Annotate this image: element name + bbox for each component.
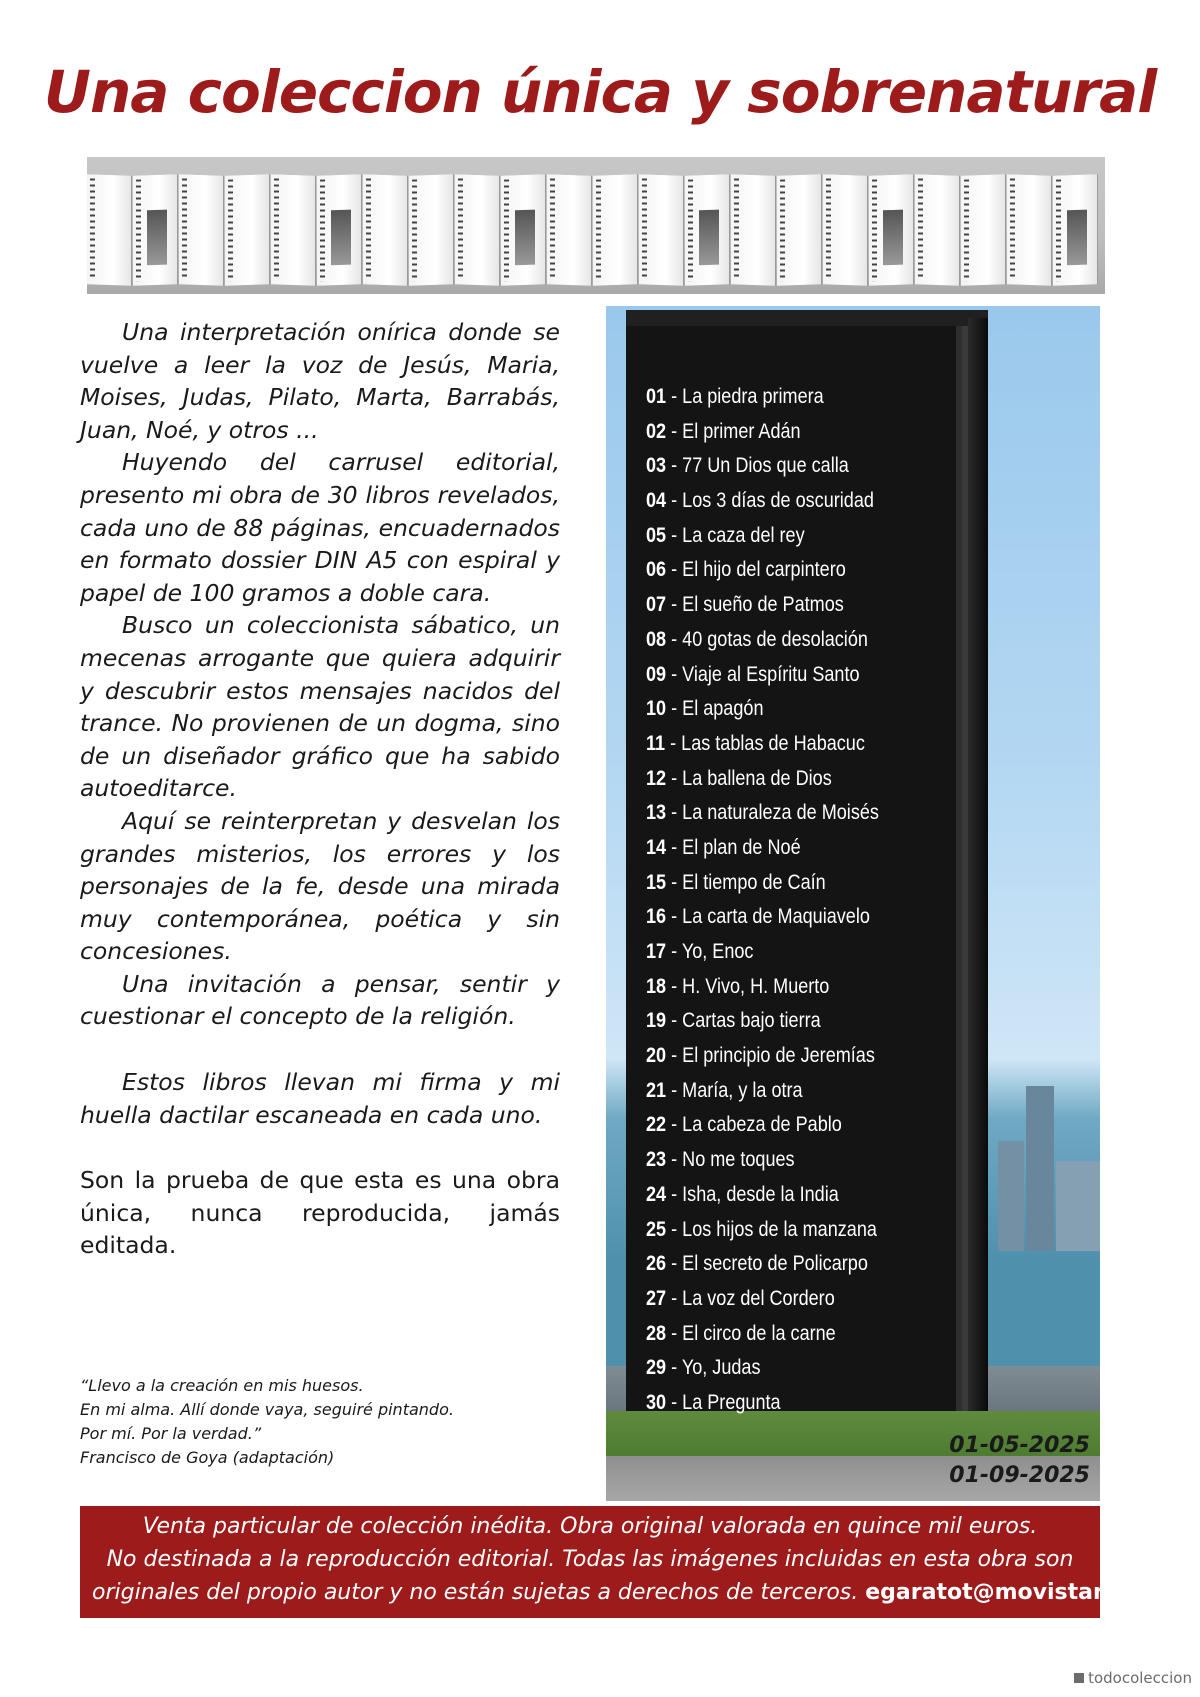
book-list-item <box>646 1143 913 1178</box>
book-list-item <box>646 1317 913 1352</box>
book-spine <box>731 174 775 286</box>
book-list-item <box>646 658 913 693</box>
paragraph: Huyendo del carrusel editorial, presento mi obra de 30 libros revelados, cada uno de 88 páginas, encuadernados en formato dossier DIN A5 con espiral y papel de 100 gramos a doble cara. <box>80 448 560 607</box>
book-title: El circo de la carne <box>682 1321 836 1345</box>
book-number: 28 <box>646 1321 667 1345</box>
book-separator: - <box>666 593 683 617</box>
book-separator: - <box>665 731 682 755</box>
book-spine <box>409 174 453 286</box>
book-number: 18 <box>646 974 667 998</box>
book-separator: - <box>666 1252 683 1276</box>
book-list-item <box>646 900 913 935</box>
book-separator: - <box>666 1009 683 1033</box>
banner-line: Venta particular de colección inédita. Obra original valorada en quince mil euros. <box>142 1514 1038 1539</box>
book-cover-art <box>1067 210 1087 266</box>
book-title: El tiempo de Caín <box>682 870 826 894</box>
book-spine <box>271 174 315 286</box>
book-spine <box>639 174 683 286</box>
paragraph: Aquí se reinterpretan y desvelan los grandes misterios, los errores y los personajes de la fe, desde una mirada muy contemporánea, poética y sin concesiones. <box>80 806 560 966</box>
book-spine <box>363 174 407 286</box>
book-separator: - <box>666 1044 683 1068</box>
book-title: 40 gotas de desolación <box>682 627 868 651</box>
goya-quote <box>80 1374 560 1470</box>
dates <box>949 1431 1090 1491</box>
quote-author: Francisco de Goya (adaptación) <box>80 1448 335 1467</box>
book-spine <box>547 174 591 286</box>
book-separator: - <box>666 974 683 998</box>
book-list-item <box>646 588 913 623</box>
book-spine <box>823 174 867 286</box>
paragraph: Una interpretación onírica donde se vuelve a leer la voz de Jesús, Maria, Moises, Judas, Pilato, Marta, Barrabás, Juan, Noé, y otros ... <box>80 318 560 444</box>
book-title: Viaje al Espíritu Santo <box>682 662 860 686</box>
book-list-item <box>646 1351 913 1386</box>
book-list-item <box>646 484 913 519</box>
book-title: Las tablas de Habacuc <box>681 731 865 755</box>
books-photo-strip <box>87 157 1105 294</box>
book-title: La cabeza de Pablo <box>682 1113 842 1137</box>
book-separator: - <box>666 905 683 929</box>
book-separator: - <box>666 489 683 513</box>
book-list-item <box>646 831 913 866</box>
book-separator: - <box>666 697 683 721</box>
book-cover-art <box>883 210 903 266</box>
monolith-side <box>968 318 988 1411</box>
book-number: 01 <box>646 385 667 408</box>
book-number: 03 <box>646 454 667 478</box>
book-spine <box>869 174 913 286</box>
watermark-text: todocoleccion <box>1088 1669 1192 1687</box>
book-number: 27 <box>646 1286 667 1310</box>
book-separator: - <box>666 1217 683 1241</box>
book-title: La caza del rey <box>682 523 805 547</box>
book-separator: - <box>666 1390 683 1414</box>
book-list-item <box>646 1386 913 1421</box>
book-separator: - <box>666 627 683 651</box>
book-cover-art <box>331 210 351 266</box>
book-separator: - <box>666 1148 683 1172</box>
book-spine <box>179 174 223 286</box>
book-number: 16 <box>646 905 667 929</box>
book-list-item <box>646 1178 913 1213</box>
book-list-item <box>646 970 913 1005</box>
book-spine <box>317 174 361 286</box>
book-number: 22 <box>646 1113 667 1137</box>
book-title: Los hijos de la manzana <box>682 1217 877 1241</box>
book-separator: - <box>666 1356 682 1380</box>
sale-banner <box>80 1506 1138 1618</box>
book-separator: - <box>666 385 683 408</box>
book-list-item <box>646 449 913 484</box>
book-number: 09 <box>646 662 667 686</box>
book-list-item <box>646 623 913 658</box>
book-title: No me toques <box>682 1148 795 1172</box>
book-title: El plan de Noé <box>682 835 801 859</box>
book-number: 06 <box>646 558 667 582</box>
book-title: El principio de Jeremías <box>682 1044 875 1068</box>
book-separator: - <box>666 1113 683 1137</box>
book-number: 19 <box>646 1009 667 1033</box>
book-cover-art <box>147 210 167 266</box>
book-separator: - <box>666 1182 683 1206</box>
book-spine <box>133 174 177 286</box>
quote-line: Por mí. Por la verdad.” <box>80 1424 262 1443</box>
book-title: Isha, desde la India <box>682 1182 839 1206</box>
book-list-item <box>646 796 913 831</box>
book-number: 25 <box>646 1217 667 1241</box>
book-number: 24 <box>646 1182 667 1206</box>
book-number: 15 <box>646 870 667 894</box>
book-separator: - <box>666 1286 683 1310</box>
book-number: 08 <box>646 627 667 651</box>
book-spine <box>685 174 729 286</box>
site-watermark <box>1074 1669 1192 1687</box>
book-list-item <box>646 1247 913 1282</box>
book-separator: - <box>666 940 682 963</box>
book-number: 12 <box>646 766 667 790</box>
book-title: La ballena de Dios <box>682 766 832 790</box>
book-list <box>646 380 913 1421</box>
book-spine <box>225 174 269 286</box>
book-title: La carta de Maquiavelo <box>682 905 870 929</box>
paragraph: Estos libros llevan mi firma y mi huella dactilar escaneada en cada uno. <box>80 1068 560 1129</box>
banner-line <box>92 1576 1138 1609</box>
monolith-photo <box>606 306 1100 1501</box>
book-spine <box>593 174 637 286</box>
date-end: 01-09-2025 <box>949 1463 1090 1488</box>
book-title: La piedra primera <box>682 385 824 408</box>
book-title: Cartas bajo tierra <box>682 1009 821 1033</box>
book-title: La voz del Cordero <box>682 1286 835 1310</box>
book-separator: - <box>666 870 683 894</box>
book-title: La Pregunta <box>682 1390 781 1414</box>
book-separator: - <box>666 766 683 790</box>
book-list-item <box>646 519 913 554</box>
book-separator: - <box>666 558 683 582</box>
book-number: 05 <box>646 523 667 547</box>
book-list-item <box>646 1074 913 1109</box>
book-list-item <box>646 866 913 901</box>
book-title: Yo, Enoc <box>681 940 754 963</box>
book-list-item <box>646 1282 913 1317</box>
book-separator: - <box>666 419 683 443</box>
book-number: 14 <box>646 835 667 859</box>
book-title: Los 3 días de oscuridad <box>682 489 874 513</box>
date-start: 01-05-2025 <box>949 1433 1090 1458</box>
banner-line: No destinada a la reproducción editorial. Todas las imágenes incluidas en esta obra son <box>106 1547 1074 1572</box>
book-separator: - <box>666 662 683 686</box>
contact-email[interactable]: egaratot@movistar.es <box>865 1580 1138 1605</box>
book-list-item <box>646 1039 913 1074</box>
paragraph: Son la prueba de que esta es una obra única, nunca reproducida, jamás editada. <box>80 1166 560 1260</box>
book-list-item <box>646 380 913 415</box>
book-number: 13 <box>646 801 667 825</box>
book-number: 07 <box>646 593 667 617</box>
book-separator: - <box>666 1321 683 1345</box>
book-spine <box>961 174 1005 286</box>
book-title: H. Vivo, H. Muerto <box>682 974 830 998</box>
book-list-item <box>646 415 913 450</box>
book-spine <box>1053 174 1097 286</box>
book-spine <box>501 174 545 286</box>
book-spine <box>87 174 131 286</box>
book-separator: - <box>666 801 683 825</box>
book-number: 30 <box>646 1390 667 1414</box>
paragraph: Una invitación a pensar, sentir y cuestionar el concepto de la religión. <box>80 969 560 1031</box>
book-number: 21 <box>646 1078 667 1102</box>
logo-icon <box>1074 1673 1084 1683</box>
book-number: 26 <box>646 1252 667 1276</box>
book-list-item <box>646 1108 913 1143</box>
book-cover-art <box>699 210 719 266</box>
book-separator: - <box>666 1078 683 1102</box>
book-number: 17 <box>646 940 667 963</box>
book-title: El hijo del carpintero <box>682 558 846 582</box>
book-spine <box>915 174 959 286</box>
book-title: El sueño de Patmos <box>682 593 844 617</box>
quote-line: En mi alma. Allí donde vaya, seguiré pintando. <box>80 1400 454 1419</box>
book-list-item <box>646 727 913 762</box>
book-list-item <box>646 762 913 797</box>
book-number: 04 <box>646 489 667 513</box>
book-title: María, y la otra <box>682 1078 803 1102</box>
book-separator: - <box>666 523 683 547</box>
book-list-item <box>646 692 913 727</box>
book-separator: - <box>666 454 683 478</box>
book-number: 29 <box>646 1356 667 1380</box>
description-text <box>80 316 560 1262</box>
book-separator: - <box>666 835 683 859</box>
book-title: 77 Un Dios que calla <box>682 454 849 478</box>
book-list-item <box>646 1213 913 1248</box>
book-number: 23 <box>646 1148 667 1172</box>
book-list-item <box>646 935 913 970</box>
book-spine <box>1007 174 1051 286</box>
book-list-item <box>646 1004 913 1039</box>
book-list-item <box>646 553 913 588</box>
book-title: El apagón <box>682 697 764 721</box>
banner-line-text: originales del propio autor y no están sujetas a derechos de terceros. <box>92 1580 859 1605</box>
book-spine <box>777 174 821 286</box>
book-spine <box>455 174 499 286</box>
book-title: Yo, Judas <box>681 1356 761 1380</box>
page-title: Una coleccion única y sobrenatural <box>43 58 1157 126</box>
book-title: El primer Adán <box>682 419 801 443</box>
paragraph: Busco un coleccionista sábatico, un mecenas arrogante que quiera adquirir y descubrir estos mensajes nacidos del trance. No provienen de un dogma, sino de un diseñador gráfico que ha sabido autoeditarce. <box>80 611 560 803</box>
book-number: 11 <box>646 731 666 755</box>
book-number: 10 <box>646 697 667 721</box>
quote-line: “Llevo a la creación en mis huesos. <box>80 1376 364 1395</box>
book-number: 20 <box>646 1044 667 1068</box>
book-number: 02 <box>646 419 667 443</box>
book-cover-art <box>515 210 535 266</box>
book-title: La naturaleza de Moisés <box>682 801 879 825</box>
book-title: El secreto de Policarpo <box>682 1252 868 1276</box>
